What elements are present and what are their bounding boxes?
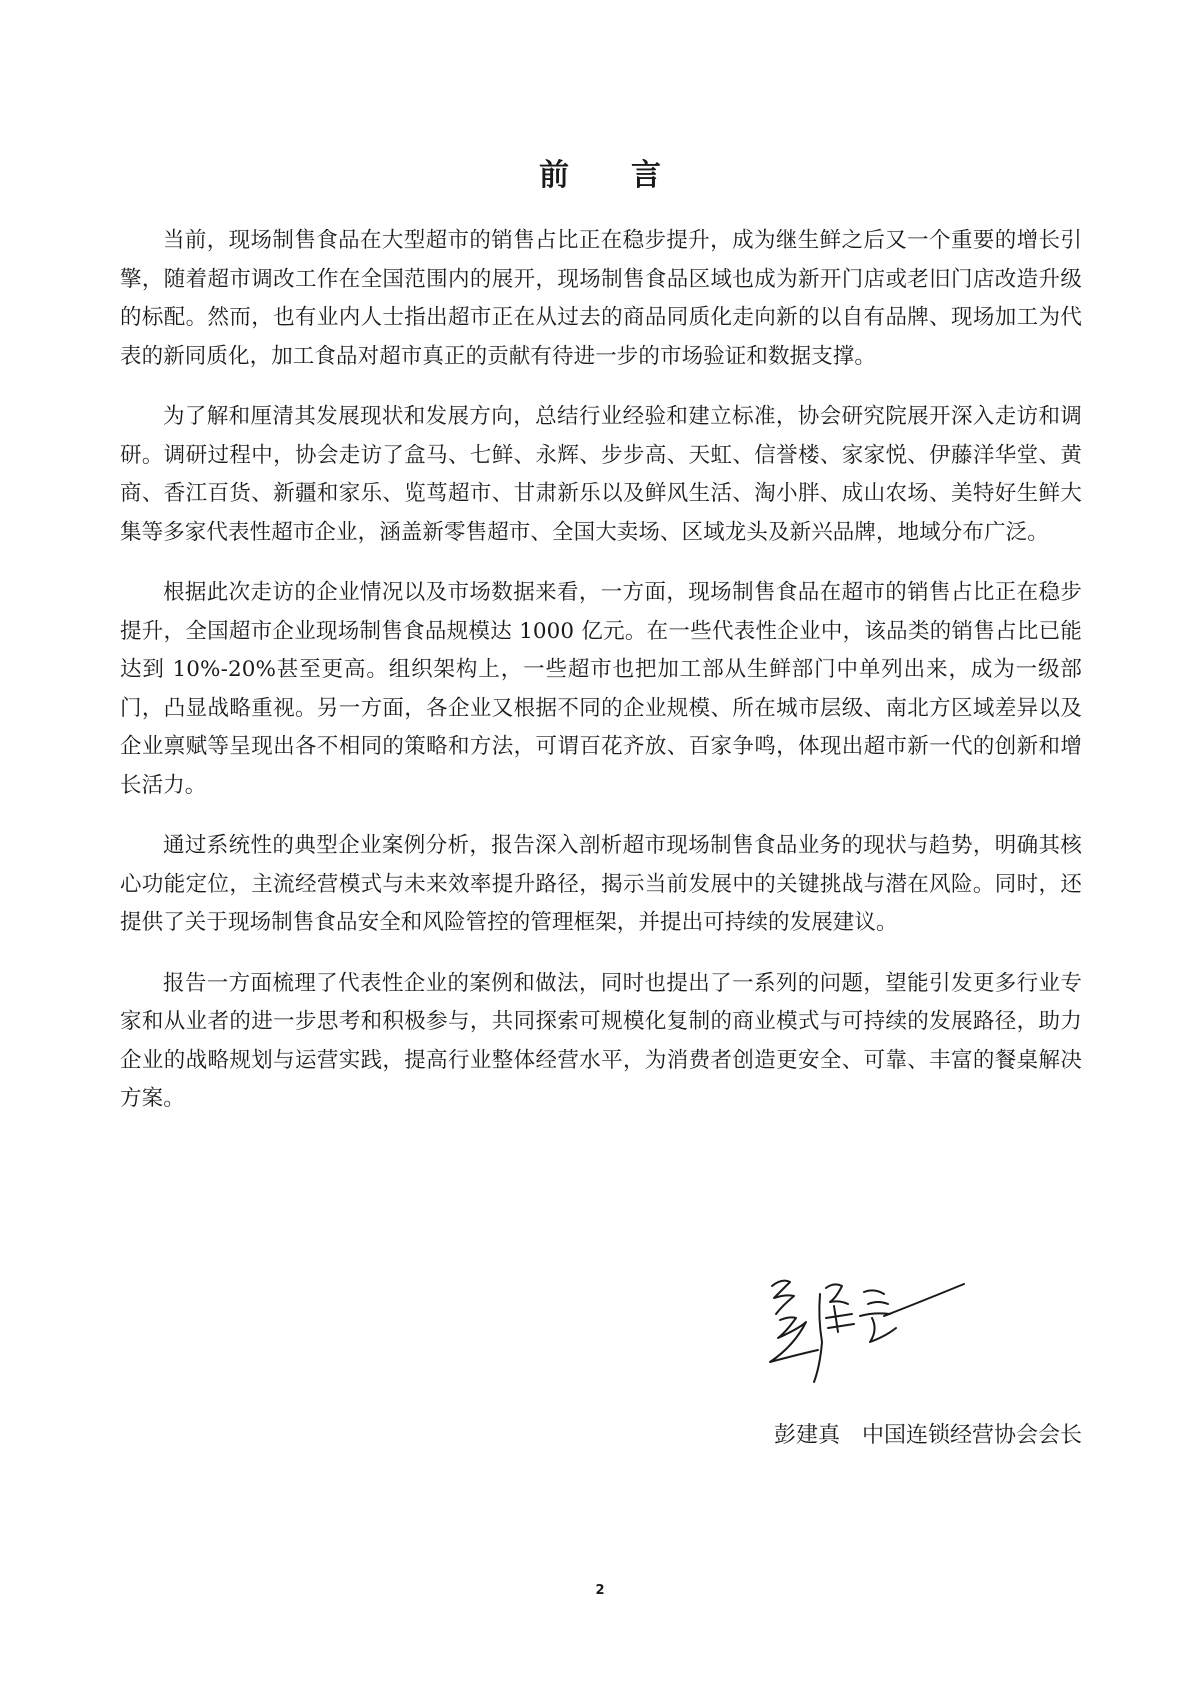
signer-name: 彭建真 xyxy=(773,1423,840,1448)
paragraph-3: 根据此次走访的企业情况以及市场数据来看，一方面，现场制售食品在超市的销售占比正在稳步提升，全国超市企业现场制售食品规模达 1000 亿元。在一些代表性企业中，该品类的销售占比已能达到 10%-20%甚至更高。组织架构上，一些超市也把加工部从生鲜部门中单列出来，成为一级部门，凸显战略重视。另一方面，各企业又根据不同的企业规模、所在城市层级、南北方区域差异以及企业禀赋等呈现出各不相同的策略和方法，可谓百花齐放、百家争鸣，体现出超市新一代的创新和增长活力。 xyxy=(120,580,1082,798)
handwritten-signature xyxy=(760,1258,970,1388)
title-char-2: 言 xyxy=(631,158,661,193)
page-number: 2 xyxy=(595,1583,605,1598)
page-title xyxy=(0,150,1200,194)
paragraph-2: 为了解和厘清其发展现状和发展方向，总结行业经验和建立标准，协会研究院展开深入走访和调研。调研过程中，协会走访了盒马、七鲜、永辉、步步高、天虹、信誉楼、家家悦、伊藤洋华堂、黄商、香江百货、新疆和家乐、览茑超市、甘肃新乐以及鲜风生活、淘小胖、成山农场、美特好生鲜大集等多家代表性超市企业，涵盖新零售超市、全国大卖场、区域龙头及新兴品牌，地域分布广泛。 xyxy=(120,404,1082,545)
paragraph-5: 报告一方面梳理了代表性企业的案例和做法，同时也提出了一系列的问题，望能引发更多行业专家和从业者的进一步思考和积极参与，共同探索可规模化复制的商业模式与可持续的发展路径，助力企业的战略规划与运营实践，提高行业整体经营水平，为消费者创造更安全、可靠、丰富的餐桌解决方案。 xyxy=(120,970,1082,1111)
paragraph-1: 当前，现场制售食品在大型超市的销售占比正在稳步提升，成为继生鲜之后又一个重要的增长引擎，随着超市调改工作在全国范围内的展开，现场制售食品区域也成为新开门店或老旧门店改造升级的标配。然而，也有业内人士指出超市正在从过去的商品同质化走向新的以自有品牌、现场加工为代表的新同质化，加工食品对超市真正的贡献有待进一步的市场验证和数据支撑。 xyxy=(120,228,1082,369)
signer-title: 中国连锁经营协会会长 xyxy=(861,1423,1082,1448)
paragraph-4: 通过系统性的典型企业案例分析，报告深入剖析超市现场制售食品业务的现状与趋势，明确其核心功能定位，主流经营模式与未来效率提升路径，揭示当前发展中的关键挑战与潜在风险。同时，还提供了关于现场制售食品安全和风险管控的管理框架，并提出可持续的发展建议。 xyxy=(120,833,1082,935)
title-char-1: 前 xyxy=(539,158,569,193)
preface-body xyxy=(120,222,1082,1141)
signer-line xyxy=(774,1418,1082,1449)
